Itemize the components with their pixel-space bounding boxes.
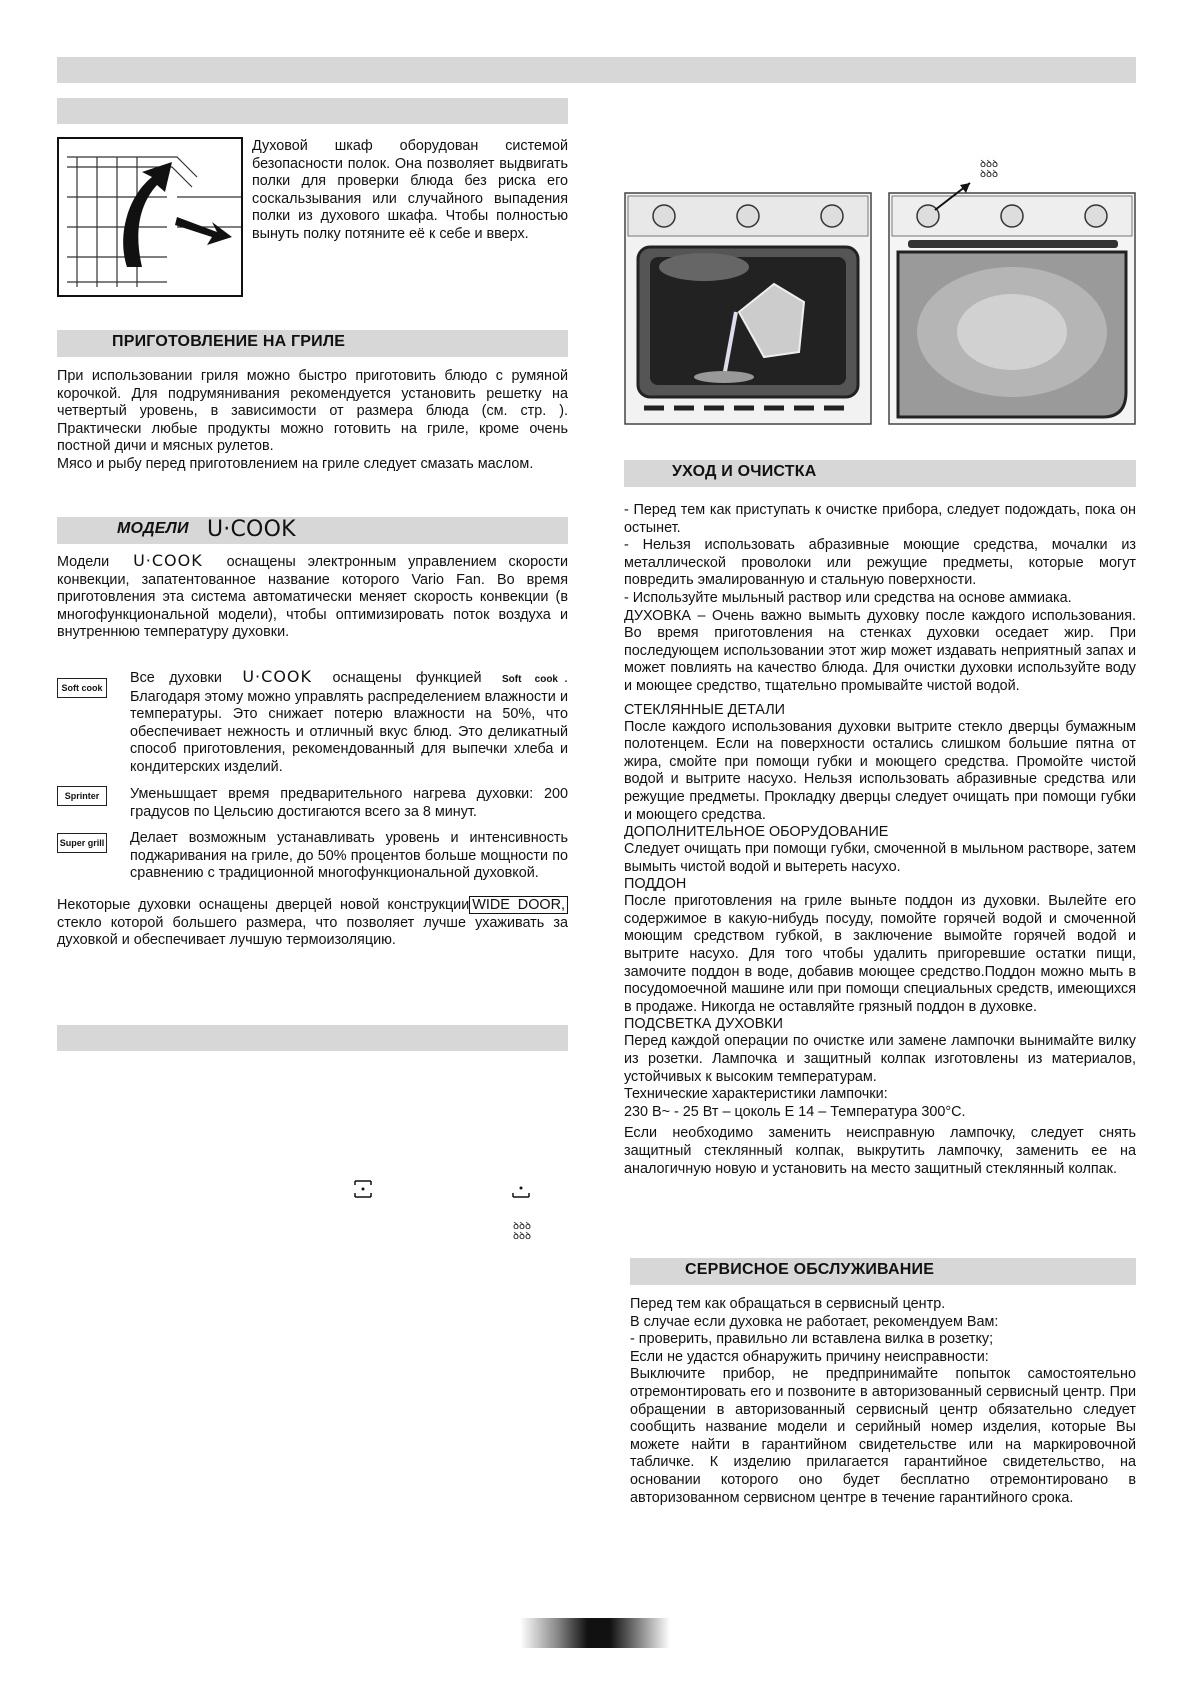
service-section-header: [630, 1258, 1136, 1285]
shelf-safety-text: Духовой шкаф оборудован системой безопасности полок. Она позволяет выдвигать полки для проверки блюда без риска его соскальзывания или случайного выпадения полки из духового шкафа. Чтобы полностью вынуть полку потяните её к себе и вверх.: [252, 138, 568, 242]
grill-paragraph-2: Мясо и рыбу перед приготовлением на гриле следует смазать маслом.: [57, 455, 534, 472]
shelf-illustration: [57, 137, 243, 297]
wide-door-text: [57, 897, 568, 950]
page-number-bar: [520, 1618, 670, 1648]
care-text: [624, 502, 1136, 1178]
ucook-inline-logo: U·COOK: [133, 551, 203, 570]
oven-image-water: [624, 192, 872, 425]
top-header-bar: [57, 57, 1136, 83]
super-grill-icon: Super grill: [57, 833, 107, 853]
glass-heading: СТЕКЛЯННЫЕ ДЕТАЛИ: [624, 701, 786, 718]
extra-heading: ДОПОЛНИТЕЛЬНОЕ ОБОРУДОВАНИЕ: [624, 824, 889, 841]
sprinter-icon: Sprinter: [57, 786, 107, 806]
left-bottom-header-blank: [57, 1025, 568, 1051]
feature-super-grill-text: Делает возможным устанавливать уровень и интенсивность поджаривания на гриле, до 50% процентов больше мощности по сравнению с традиционной многофункциональной духовкой.: [130, 830, 568, 882]
models-text-b: оснащены электронным управлением скорости конвекции, запатентованное название которого Vario Fan. Во время приготовления эта система автоматически меняет скорость конвекции (в многофункциональной модели), чтобы оптимизировать поток воздуха и внутреннюю температуру духовки.: [57, 554, 569, 641]
tray-paragraph: После приготовления на гриле выньте поддон из духовки. Вылейте его содержимое в какую-нибудь посуду, помойте горячей водой и смоченной моющим средством губкой, в заключение вымойте горячей водой и вытрите насухо. Для того чтобы удалить пригоревшие остатки пищи, замочите поддон в воде, добавив моющее средство.Поддон можно мыть в посудомоечной машине или при помощи специальных средств, имеющихся в продаже. Никогда не оставляйте грязный поддон в духовке.: [624, 893, 1136, 1015]
light-paragraph-2: Технические характеристики лампочки:: [624, 1086, 888, 1103]
feature-soft-cook-text: Все духовки U·COOK оснащены функцией Soft cook . Благодаря этому можно управлять распределением влажности и температуры. Это снижает потерю влажности на 50%, что обеспечивает нежность и отличный вкус блюд. Это деликатный способ приготовления, рекомендованный для выпечки хлеба и кондитерских изделий.: [130, 667, 568, 775]
oven-image-clean: [888, 192, 1136, 425]
models-text: [57, 552, 568, 642]
feature1-a: Все духовки: [130, 670, 222, 686]
extra-paragraph: Следует очищать при помощи губки, смоченной в мыльном растворе, затем вымыть чистой водой и вытереть насухо.: [624, 841, 1136, 875]
tray-heading: ПОДДОН: [624, 876, 687, 893]
feature1-b: оснащены функцией: [332, 670, 482, 686]
steam-icon-top: ꝺꝺꝺ ꝺꝺꝺ: [980, 159, 998, 180]
service-text: Перед тем как обращаться в сервисный центр. В случае если духовка не работает, рекомендуем Вам: - проверить, правильно ли вставлена вилка в розетку; Если не удастся обнаружить причину неисправности: Выключите прибор, не предпринимайте попыток самостоятельно отремонтировать его и позвоните в авторизованный сервисный центр. При обращении в авторизованный сервисный центр обязательно следует сообщить название модели и серийный номер изделия, которые Вы можете найти в гарантийном свидетельстве или на маркировочной табличке. К изделию прилагается гарантийное свидетельство, на основании которого оно будет бесплатно отремонтировано в авторизованном сервисном центре в течение гарантийного срока.: [630, 1296, 1136, 1506]
widedoor-b: стекло которой большего размера, что позволяет лучше ухаживать за духовкой и обеспечивает лучшую термоизоляцию.: [57, 914, 568, 949]
care-paragraph-3: - Используйте мыльный раствор или средства на основе аммиака.: [624, 589, 1072, 606]
grill-text: [57, 368, 568, 474]
widedoor-a: Некоторые духовки оснащены дверцей новой конструкции: [57, 897, 470, 913]
ucook-inline-logo-2: U·COOK: [242, 667, 312, 686]
bottom-heat-icon: [352, 1178, 374, 1200]
care-title: УХОД И ОЧИСТКА: [672, 463, 817, 480]
light-paragraph-4: Если необходимо заменить неисправную лампочку, следует снять защитный стеклянный колпак, выкрутить лампочку, заменить ее на аналогичную новую и установить на место защитный стеклянный колпак.: [624, 1125, 1136, 1177]
glass-paragraph: После каждого использования духовки вытрите стекло дверцы бумажным полотенцем. Если на поверхности остались слишком большие пятна от жира, смойте при помощи губки и моющего средства. Промойте чистой водой и вытрите насухо. Нельзя использовать абразивные средства или режущие предметы. Прокладку дверцы следует очищать при помощи губки и моющего средства.: [624, 718, 1136, 823]
bottom-only-heat-icon: [510, 1180, 532, 1202]
steam-drops-icon: ꝺꝺꝺ ꝺꝺꝺ: [513, 1221, 531, 1242]
care-paragraph-1: - Перед тем как приступать к очистке прибора, следует подождать, пока он остынет.: [624, 502, 1136, 536]
light-paragraph-1: Перед каждой операции по очистке или замене лампочки вынимайте вилку из розетки. Лампочка и защитный колпак изготовлены из материалов, устойчивых к высоким температурам.: [624, 1033, 1136, 1085]
care-paragraph-2: - Нельзя использовать абразивные моющие средства, мочалки из металлической проволоки или режущие предметы, которые могут повредить эмалированную и стальную поверхности.: [624, 537, 1136, 589]
left-section-header-blank: [57, 98, 568, 124]
ucook-logo: U·COOK: [207, 517, 296, 542]
steam-arrow-icon: [930, 175, 980, 220]
grill-paragraph-1: При использовании гриля можно быстро приготовить блюдо с румяной корочкой. Для подрумянивания рекомендуется установить решетку на четвертый уровень, в зависимости от размера блюда (см. стр. ). Практически любые продукты можно готовить на гриле, кроме очень постной дичи и мясных рулетов.: [57, 368, 568, 455]
models-text-a: Модели: [57, 554, 110, 570]
grill-title: ПРИГОТОВЛЕНИЕ НА ГРИЛЕ: [112, 333, 346, 350]
grill-section-header: [57, 330, 568, 357]
models-section-header: [57, 517, 568, 544]
soft-cook-icon: Soft cook: [57, 678, 107, 698]
wide-door-label: WIDE DOOR,: [469, 896, 568, 914]
feature-sprinter-text: Уменьшщает время предварительного нагрева духовки: 200 градусов по Цельсию достигаются всего за 8 минут.: [130, 786, 568, 820]
feature1-c: Благодаря этому можно управлять распределением влажности и температуры. Это снижает потерю влажности на 50%, что обеспечивает нежность и отличный вкус блюд. Это деликатный способ приготовления, рекомендованный для выпечки хлеба и кондитерских изделий.: [130, 688, 568, 775]
light-paragraph-3: 230 В~ - 25 Вт – цоколь Е 14 – Температура 300°С.: [624, 1103, 966, 1120]
care-paragraph-4: ДУХОВКА – Очень важно вымыть духовку после каждого использования. Во время приготовления на стенках духовки оседает жир. При последующем использовании этот жир может издавать неприятный запах и может повлиять на качество блюда. Для очистки духовки используйте воду и моющее средство, тщательно промывайте чистой водой.: [624, 607, 1136, 694]
service-title: СЕРВИСНОЕ ОБСЛУЖИВАНИЕ: [685, 1261, 935, 1278]
care-section-header: [624, 460, 1136, 487]
light-heading: ПОДСВЕТКА ДУХОВКИ: [624, 1016, 784, 1033]
models-title: МОДЕЛИ: [117, 520, 189, 537]
soft-cook-inline-icon: Soft cook: [501, 674, 558, 685]
